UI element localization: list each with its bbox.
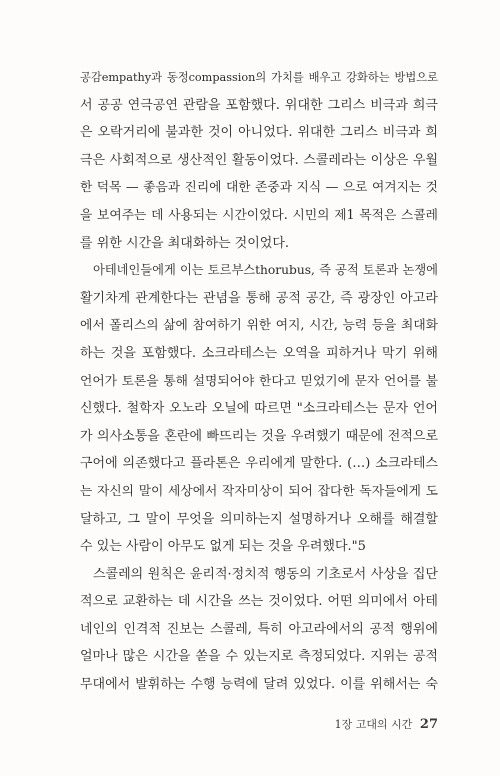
text-line: 적으로 교환하는 데 시간을 쓰는 것이었다. 어떤 의미에서 아테 (80, 594, 438, 610)
body-text (80, 64, 438, 699)
running-chapter-title: 1장 고대의 시간 (334, 718, 413, 731)
text-line: 아테네인들에게 이는 토르부스thorubus, 즉 공적 토론과 논쟁에 (93, 263, 438, 278)
text-line: 한 덕목 — 좋음과 진리에 대한 존중과 지식 — 으로 여겨지는 것 (80, 180, 438, 196)
text-line: 에서 폴리스의 삶에 참여하기 위한 여지, 시간, 능력 등을 최대화 (80, 318, 438, 334)
text-line: 구어에 의존했다고 플라톤은 우리에게 말한다. (…) 소크라테스 (80, 456, 438, 472)
text-line: 을 보여주는 데 사용되는 시간이었다. 시민의 제1 목적은 스콜레 (80, 207, 438, 223)
text-line: 은 오락거리에 불과한 것이 아니었다. 위대한 그리스 비극과 희 (80, 125, 438, 141)
text-line: 공감empathy과 동정compassion의 가치를 배우고 강화하는 방법으로 (80, 71, 438, 84)
text-line: 수 있는 사람이 아무도 없게 되는 것을 우려했다."5 (80, 539, 366, 555)
text-line: 네인의 인격적 진보는 스콜레, 특히 아고라에서의 공적 행위에 (80, 621, 438, 637)
text-line: 하는 것을 포함했다. 소크라테스는 오역을 피하거나 막기 위해 (80, 345, 438, 361)
page-number: 27 (419, 717, 438, 732)
text-line: 달하고, 그 말이 무엇을 의미하는지 설명하거나 오해를 해결할 (80, 511, 438, 527)
text-line: 무대에서 발휘하는 수행 능력에 달려 있었다. 이를 위해서는 숙 (80, 677, 438, 693)
page-footer (335, 716, 438, 732)
text-line: 신했다. 철학자 오노라 오닐에 따르면 "소크라테스는 문자 언어 (80, 401, 438, 417)
text-line: 서 공공 연극공연 관람을 포함했다. 위대한 그리스 비극과 희극 (80, 97, 438, 113)
text-line: 는 자신의 말이 세상에서 작자미상이 되어 잡다한 독자들에게 도 (80, 483, 438, 499)
text-line: 를 위한 시간을 최대화하는 것이었다. (80, 235, 290, 251)
text-line: 가 의사소통을 혼란에 빠뜨리는 것을 우려했기 때문에 전적으로 (80, 428, 438, 444)
text-line: 얼마나 많은 시간을 쏟을 수 있는지로 측정되었다. 지위는 공적 (80, 649, 438, 665)
text-line: 활기차게 관계한다는 관념을 통해 공적 공간, 즉 광장인 아고라 (80, 290, 438, 306)
text-line: 언어가 토론을 통해 설명되어야 한다고 믿었기에 문자 언어를 불 (80, 373, 438, 389)
text-line: 극은 사회적으로 생산적인 활동이었다. 스콜레라는 이상은 우월 (80, 152, 438, 168)
text-line: 스콜레의 원칙은 윤리적·정치적 행동의 기초로서 사상을 집단 (93, 566, 438, 582)
